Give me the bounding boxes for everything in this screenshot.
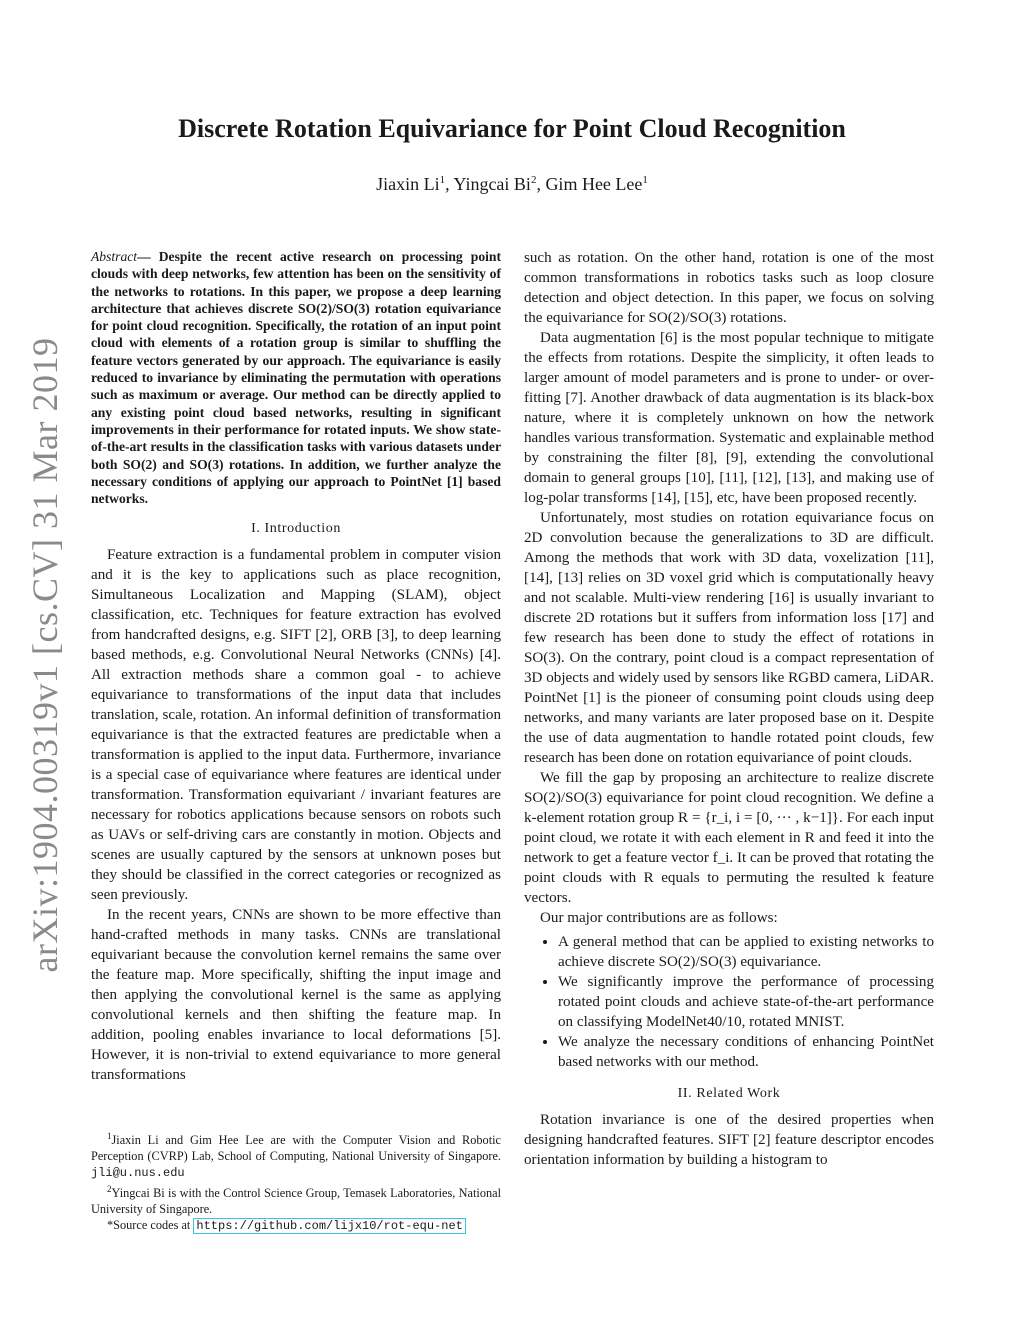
arxiv-stamp — [22, 337, 68, 973]
author-list: Jiaxin Li$^1$, Yingcai Bi$^2$, Gim Hee Lee$^1$ — [376, 174, 648, 194]
author-name: Gim Hee Lee — [545, 174, 643, 194]
paragraph: Unfortunately, most studies on rotation equivariance focus on 2D convolution because the generalizations to 3D are difficult. Among the methods that work with 3D data, voxelization [11], [14], [13] relies on 3D voxel grid which is computationally heavy and not scalable. Multi-view rendering [16] is usually invariant to discrete 2D rotations but it suffers from information loss [17] and few research has been done to study the effect of rotations in SO(3). On the contrary, point cloud is a compact representation of 3D objects and widely used by sensors like RGBD camera, LiDAR. PointNet [1] is the pioneer of consuming point clouds using deep networks, and many variants are later proposed base on it. Despite the use of data augmentation to handle rotated point clouds, few research has been done on rotation equivariance of point clouds. — [524, 510, 934, 766]
footnotes — [91, 1128, 501, 1234]
list-item: • We analyze the necessary conditions of enhancing PointNet based networks with our method. — [558, 1032, 934, 1072]
list-item: • We significantly improve the performance of processing rotated point clouds and achieve state-of-the-art performance on classifying ModelNet40/10, rotated MNIST. — [558, 972, 934, 1032]
footnote: $^1$Jiaxin Li and Gim Hee Lee are with the Computer Vision and Robotic Perception (CVRP) Lab, School of Computing, National University of Singapore. jli@u.nus.edu — [91, 1131, 501, 1181]
left-column — [91, 248, 501, 1085]
paragraph: Rotation invariance is one of the desired properties when designing handcrafted features. SIFT [2] feature descriptor encodes orientation information by building a histogram to — [524, 1112, 934, 1168]
source-code-link[interactable]: https://github.com/lijx10/rot-equ-net — [193, 1218, 465, 1234]
contribution-list — [524, 932, 934, 1072]
footnote: *Source codes at https://github.com/lijx10/rot-equ-net — [91, 1217, 501, 1234]
paragraph: We fill the gap by proposing an architecture to realize discrete SO(2)/SO(3) equivariance for point cloud recognition. We define a k-element rotation group R = {r_i, i = [0, ··· , k−1]}. For each input point cloud, we rotate it with each element in R and feed it into the network to get a feature vector f_i. It can be proved that rotating the point clouds with R equals to permuting the resulted k feature vectors. — [524, 770, 934, 906]
abstract-text: — Despite the recent active research on processing point clouds with deep networks, few attention has been on the sensitivity of the networks to rotations. In this paper, we propose a deep learning architecture that achieves discrete SO(2)/SO(3) rotation equivariance for point cloud recognition. Specifically, the rotation of an input point cloud with elements of a rotation group is similar to shuffling the feature vectors generated by our approach. The equivariance is easily reduced to invariance by eliminating the permutation with operations such as maximum or average. Our method can be directly applied to any existing point cloud based networks, resulting in significant improvements in their performance for rotated inputs. We show state-of-the-art results in the classification tasks with various datasets under both SO(2) and SO(3) rotations. In addition, we further analyze the necessary conditions of applying our approach to PointNet [1] based networks. — [91, 249, 501, 507]
author-email[interactable]: jli@u.nus.edu — [91, 1166, 185, 1181]
list-item: • A general method that can be applied to existing networks to achieve discrete SO(2)/SO(3) equivariance. — [558, 932, 934, 972]
author-affiliation: 1 — [439, 174, 446, 186]
paragraph: Our major contributions are as follows: — [540, 910, 778, 926]
author-affiliation: 1 — [642, 174, 648, 186]
abstract — [91, 248, 501, 507]
footnote: $^2$Yingcai Bi is with the Control Science Group, Temasek Laboratories, National University of Singapore. — [91, 1184, 501, 1217]
right-column — [524, 248, 934, 1170]
author-name: Jiaxin Li — [376, 174, 440, 194]
arxiv-stamp-text: arXiv:1904.00319v1 [cs.CV] 31 Mar 2019 — [25, 337, 65, 973]
section-heading: II. Related Work — [677, 1086, 781, 1101]
abstract-label: Abstract — [91, 249, 138, 264]
section-heading: I. Introduction — [251, 521, 341, 537]
author-affiliation: 2 — [530, 174, 537, 186]
paragraph: Data augmentation [6] is the most popular technique to mitigate the effects from rotations. Despite the simplicity, it often leads to larger amount of model parameters and is prone to under- or over-fitting [7]. Another drawback of data augmentation is its black-box nature, where it is completely unknown on how the network handles various transformation. Systematic and explainable method by constraining the filter [8], [9], extending the convolutional domain to general groups [10], [11], [12], [13], and making use of log-polar transforms [14], [15], etc, have been proposed recently. — [524, 330, 934, 506]
paragraph: In the recent years, CNNs are shown to be more effective than hand-crafted methods in many tasks. CNNs are translational equivariant because the convolution kernel remains the same over the feature map. More specifically, shifting the input image and then applying the convolutional kernel is the same as applying convolutional kernels and then shifting the feature map. In addition, pooling enables invariance to local deformations [5]. However, it is non-trivial to extend equivariance to more general transformations — [91, 907, 501, 1084]
paper-title: Discrete Rotation Equivariance for Point Cloud Recognition — [178, 114, 846, 143]
author-name: Yingcai Bi — [453, 174, 531, 194]
paragraph: Feature extraction is a fundamental problem in computer vision and it is the key to applications such as place recognition, Simultaneous Localization and Mapping (SLAM), object classification, etc. Techniques for feature extraction has evolved from handcrafted designs, e.g. SIFT [2], ORB [3], to deep learning based methods, e.g. Convolutional Neural Networks (CNNs) [4]. All extraction methods share a common goal - to achieve equivariance to transformations of the input data that includes translation, scale, rotation. An informal definition of transformation equivariance is that the extracted features are predictable when a transformation is applied to the input data. Furthermore, invariance is a special case of equivariance where features are identical under transformation. Transformation equivariant / invariant features are necessary for robotics applications because sensors on robots such as UAVs or self-driving cars are constantly in motion. Objects and scenes are usually captured by the sensors at unknown poses but they should be classified in the correct categories or recognized as seen previously. — [91, 547, 501, 904]
paragraph: such as rotation. On the other hand, rotation is one of the most common transformations in robotics tasks such as loop closure detection and object detection. In this paper, we focus on solving the equivariance for SO(2)/SO(3) rotations. — [524, 250, 934, 326]
